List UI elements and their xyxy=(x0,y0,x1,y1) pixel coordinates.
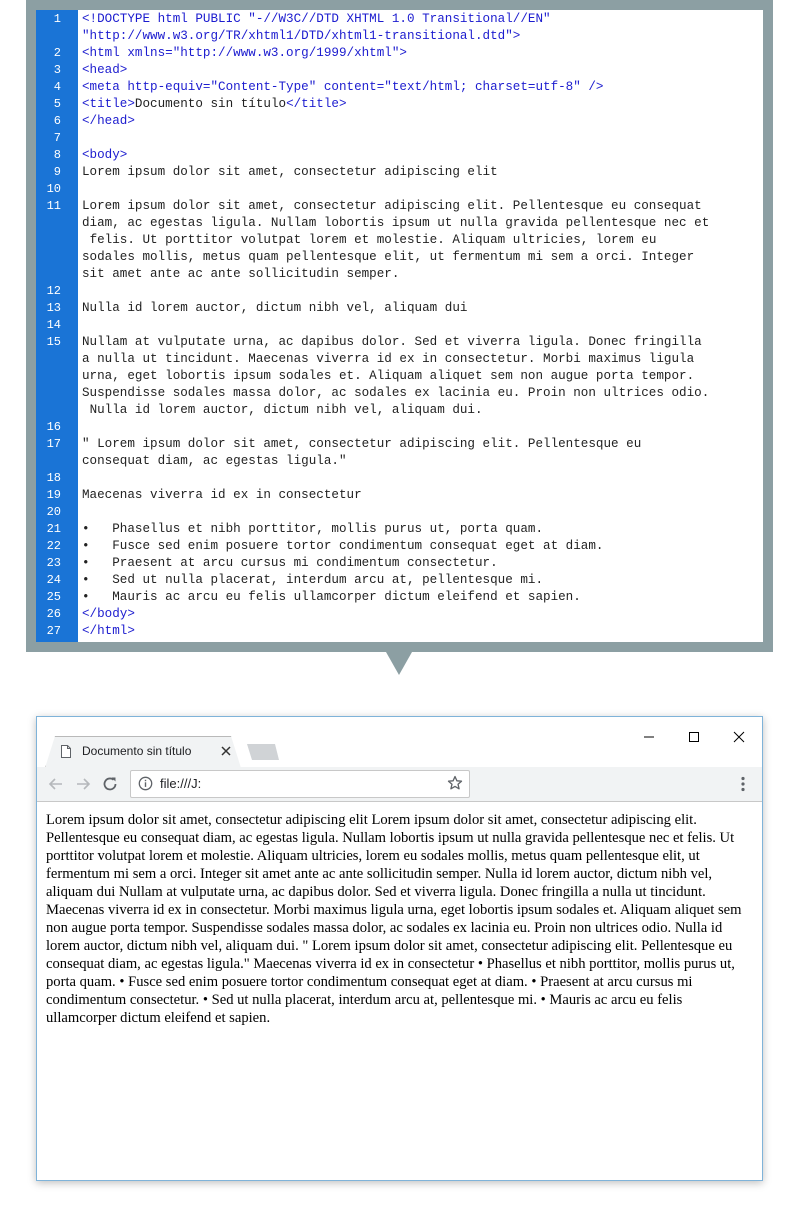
url-text: file:///J: xyxy=(160,776,202,791)
callout-pointer xyxy=(386,652,412,675)
line-number: 12 xyxy=(46,284,61,298)
code-text xyxy=(78,283,763,300)
code-text: <html xmlns="http://www.w3.org/1999/xhtml"> xyxy=(82,46,407,60)
line-number: 14 xyxy=(46,318,61,332)
line-number: 22 xyxy=(46,539,61,553)
line-number: 13 xyxy=(46,301,61,315)
code-text: <meta http-equiv="Content-Type" content="text/html; charset=utf-8" /> xyxy=(82,80,604,94)
code-line xyxy=(36,521,763,538)
code-text xyxy=(78,317,763,334)
browser-tab[interactable] xyxy=(47,736,239,767)
kebab-menu-icon[interactable] xyxy=(738,775,748,793)
rendered-page-text: Lorem ipsum dolor sit amet, consectetur adipiscing elit Lorem ipsum dolor sit amet, consectetur adipiscing elit. Pellentesque eu consequat diam, ac egestas ligula. Nullam lobortis ipsum ut nulla gravida pellentesque nec et felis. Ut porttitor volutpat lorem et molestie. Aliquam ultricies, lorem eu sodales mollis, metus quam pellentesque elit, ut fermentum mi sem a orci. Integer sit amet ante ac ante sollicitudin semper. Nulla id lorem auctor, dictum nibh vel, aliquam dui Nullam at vulputate urna, ac dapibus dolor. Sed et viverra ligula. Donec fringilla a nulla ut tincidunt. Maecenas viverra id ex in consectetur. Morbi maximus ligula urna, eget lobortis ipsum sodales et. Aliquam aliquet sem non augue porta tempor. Suspendisse sodales massa dolor, ac sodales ex lacinia eu. Proin non ultrices odio. Nulla id lorem auctor, dictum nibh vel, aliquam dui. " Lorem ipsum dolor sit amet, consectetur adipiscing elit. Pellentesque eu consequat diam, ac egestas ligula." Maecenas viverra id ex in consectetur • Phasellus et nibh porttitor, mollis purus ut, porta quam. • Fusce sed enim posuere tortor condimentum consequat eget at diam. • Praesent at arcu cursus mi condimentum consectetur. • Sed ut nulla placerat, interdum arcu at, pellentesque mi. • Mauris ac arcu eu felis ullamcorper dictum eleifend et sapien. xyxy=(46,812,742,1026)
code-text: Nullam at vulputate urna, ac dapibus dolor. Sed et viverra ligula. Donec fringilla a nulla ut tincidunt. Maecenas viverra id ex in consectetur. Morbi maximus ligula urna, eget lobortis ipsum sodales et. Aliquam aliquet sem non augue porta tempor. Suspendisse sodales massa dolor, ac sodales ex lacinia eu. Proin non ultrices odio. Nulla id lorem auctor, dictum nibh vel, aliquam dui. xyxy=(82,335,710,417)
code-line xyxy=(36,487,763,504)
line-number: 4 xyxy=(53,80,61,94)
line-number: 24 xyxy=(46,573,61,587)
code-text: <head> xyxy=(82,63,128,77)
info-icon[interactable] xyxy=(138,776,153,791)
line-number: 11 xyxy=(46,199,61,213)
code-line xyxy=(36,572,763,589)
minimize-button[interactable] xyxy=(626,723,672,751)
code-line xyxy=(36,45,763,62)
line-number: 16 xyxy=(46,420,61,434)
line-number: 5 xyxy=(53,97,61,111)
code-text: </head> xyxy=(82,114,135,128)
code-text: </html> xyxy=(82,624,135,638)
close-icon[interactable] xyxy=(219,744,233,758)
code-line xyxy=(36,113,763,130)
code-text: • Praesent at arcu cursus mi condimentum consectetur. xyxy=(82,556,498,570)
close-icon xyxy=(733,731,745,743)
code-text xyxy=(78,470,763,487)
tab-title: Documento sin título xyxy=(82,744,192,758)
code-line xyxy=(36,317,763,334)
code-text: • Mauris ac arcu eu felis ullamcorper dictum eleifend et sapien. xyxy=(82,590,581,604)
line-number: 23 xyxy=(46,556,61,570)
code-text xyxy=(78,181,763,198)
line-number: 7 xyxy=(53,131,61,145)
code-text xyxy=(78,419,763,436)
line-number: 18 xyxy=(46,471,61,485)
maximize-button[interactable] xyxy=(671,723,717,751)
browser-titlebar xyxy=(37,717,762,767)
code-text xyxy=(78,504,763,521)
line-number: 20 xyxy=(46,505,61,519)
code-text: Lorem ipsum dolor sit amet, consectetur adipiscing elit. Pellentesque eu consequat diam, ac egestas ligula. Nullam lobortis ipsum ut nulla gravida pellentesque nec et felis. Ut porttitor volutpat lorem et molestie. Aliquam ultricies, lorem eu sodales mollis, metus quam pellentesque elit, ut fermentum mi sem a orci. Integer sit amet ante ac ante sollicitudin semper. xyxy=(82,199,710,281)
code-line xyxy=(36,419,763,436)
code-text: </body> xyxy=(82,607,135,621)
code-line xyxy=(36,334,763,419)
code-text: • Fusce sed enim posuere tortor condimentum consequat eget at diam. xyxy=(82,539,604,553)
code-line xyxy=(36,589,763,606)
code-line xyxy=(36,606,763,623)
code-line xyxy=(36,79,763,96)
code-text xyxy=(78,130,763,147)
line-number: 19 xyxy=(46,488,61,502)
code-line xyxy=(36,283,763,300)
line-number: 26 xyxy=(46,607,61,621)
code-text: <!DOCTYPE html PUBLIC "-//W3C//DTD XHTML 1.0 Transitional//EN" "http://www.w3.org/TR/xhtml1/DTD/xhtml1-transitional.dtd"> xyxy=(82,12,551,43)
code-text: <body> xyxy=(82,148,128,162)
code-line xyxy=(36,96,763,113)
line-number: 2 xyxy=(53,46,61,60)
code-line xyxy=(36,147,763,164)
maximize-icon xyxy=(688,731,700,743)
code-line xyxy=(36,164,763,181)
new-tab-button[interactable] xyxy=(247,744,279,760)
code-line xyxy=(36,555,763,572)
line-number: 17 xyxy=(46,437,61,451)
code-editor xyxy=(36,10,763,642)
line-number: 15 xyxy=(46,335,61,349)
code-line xyxy=(36,504,763,521)
back-arrow-icon[interactable] xyxy=(47,775,65,793)
browser-toolbar xyxy=(37,767,762,802)
code-text: Lorem ipsum dolor sit amet, consectetur adipiscing elit xyxy=(82,165,498,179)
code-line xyxy=(36,11,763,45)
line-number: 3 xyxy=(53,63,61,77)
line-number: 1 xyxy=(53,12,61,26)
code-text: Maecenas viverra id ex in consectetur xyxy=(82,488,362,502)
star-icon[interactable] xyxy=(447,775,463,791)
code-text: Nulla id lorem auctor, dictum nibh vel, aliquam dui xyxy=(82,301,468,315)
minimize-icon xyxy=(643,731,655,743)
code-line xyxy=(36,538,763,555)
code-editor-frame xyxy=(26,0,773,652)
line-number: 21 xyxy=(46,522,61,536)
line-number: 9 xyxy=(53,165,61,179)
code-line xyxy=(36,198,763,283)
code-line xyxy=(36,62,763,79)
address-bar[interactable] xyxy=(130,770,470,798)
window-close-button[interactable] xyxy=(716,723,762,751)
code-text: • Sed ut nulla placerat, interdum arcu at, pellentesque mi. xyxy=(82,573,544,587)
code-line xyxy=(36,181,763,198)
code-text: <title>Documento sin título</title> xyxy=(82,97,347,111)
code-line xyxy=(36,300,763,317)
forward-arrow-icon[interactable] xyxy=(74,775,92,793)
code-line xyxy=(36,130,763,147)
code-line xyxy=(36,470,763,487)
code-line xyxy=(36,436,763,470)
line-number: 25 xyxy=(46,590,61,604)
line-number: 6 xyxy=(53,114,61,128)
page-icon xyxy=(61,745,71,758)
reload-icon[interactable] xyxy=(101,775,119,793)
code-line xyxy=(36,623,763,640)
line-number: 10 xyxy=(46,182,61,196)
code-lines xyxy=(36,11,763,640)
line-number: 8 xyxy=(53,148,61,162)
code-text: • Phasellus et nibh porttitor, mollis purus ut, porta quam. xyxy=(82,522,544,536)
browser-window xyxy=(36,716,763,1181)
line-number: 27 xyxy=(46,624,61,638)
code-text: " Lorem ipsum dolor sit amet, consectetur adipiscing elit. Pellentesque eu consequat diam, ac egestas ligula." xyxy=(82,437,642,468)
